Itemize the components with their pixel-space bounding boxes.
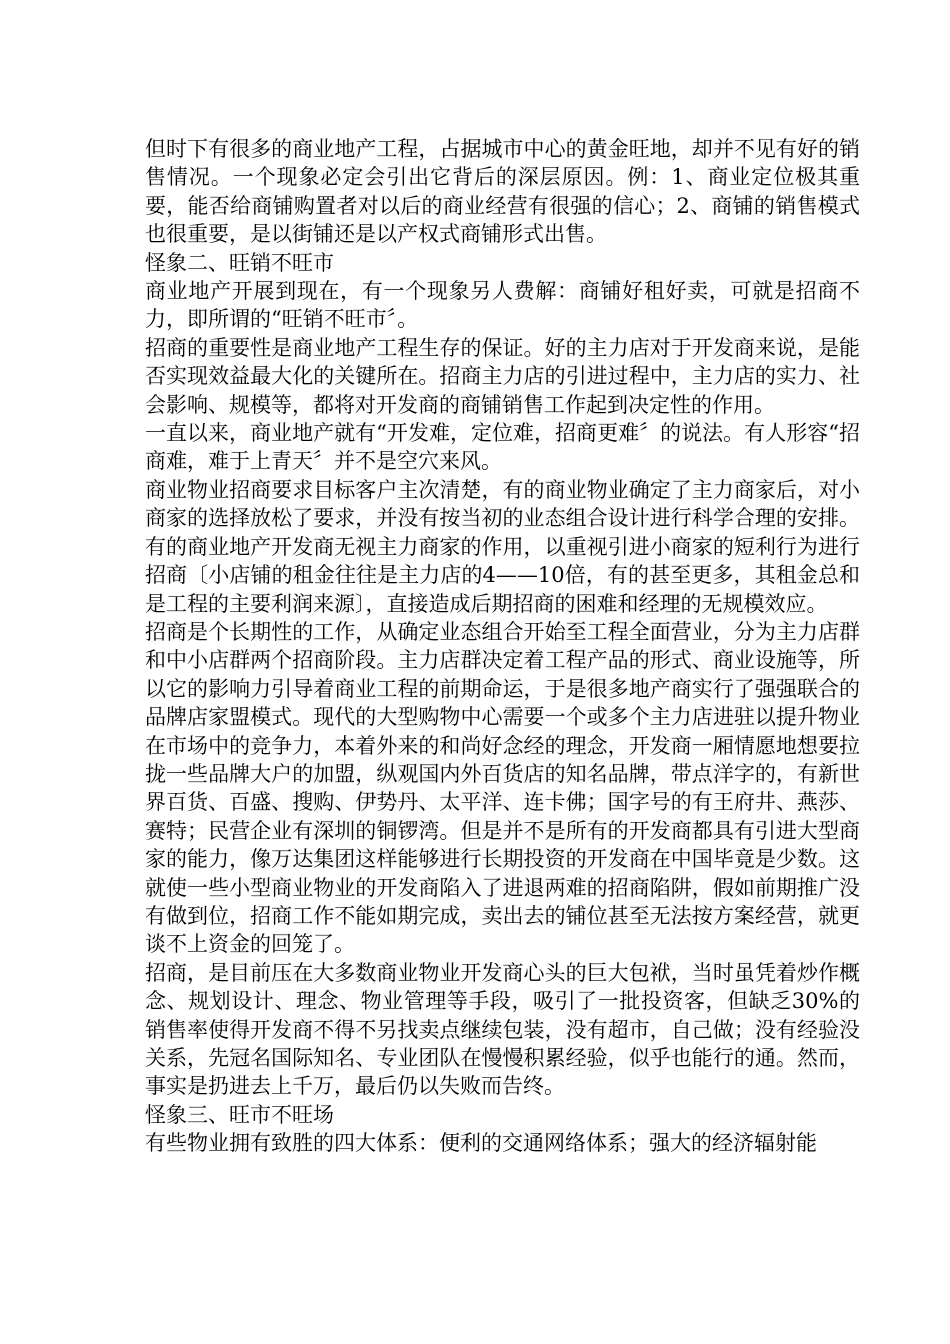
paragraph: 招商是个长期性的工作，从确定业态组合开始至工程全面营业，分为主力店群和中小店群两个招商阶段。主力店群决定着工程产品的形式、商业设施等，所以它的影响力引导着商业工程的前期命运，于是很多地产商实行了强强联合的品牌店家盟模式。现代的大型购物中心需要一个或多个主力店进驻以提升物业在市场中的竞争力，本着外来的和尚好念经的理念，开发商一厢情愿地想要拉拢一些品牌大户的加盟，纵观国内外百货店的知名品牌，带点洋字的，有新世界百货、百盛、搜购、伊势丹、太平洋、连卡佛；国字号的有王府井、燕莎、赛特；民营企业有深圳的铜锣湾。但是并不是所有的开发商都具有引进大型商家的能力，像万达集团这样能够进行长期投资的开发商在中国毕竟是少数。这就使一些小型商业物业的开发商陷入了进退两难的招商陷阱，假如前期推广没有做到位，招商工作不能如期完成，卖出去的铺位甚至无法按方案经营，就更谈不上资金的回笼了。 <box>145 619 860 957</box>
paragraph: 商业物业招商要求目标客户主次清楚，有的商业物业确定了主力商家后，对小商家的选择放松了要求，并没有按当初的业态组合设计进行科学合理的安排。有的商业地产开发商无视主力商家的作用，以重视引进小商家的短利行为进行招商〔小店铺的租金往往是主力店的4——10倍，有的甚至更多，其租金总和是工程的主要利润来源〕，直接造成后期招商的困难和经理的无规模效应。 <box>145 477 860 616</box>
section-heading-2: 怪象二、旺销不旺市 <box>145 250 334 275</box>
paragraph: 一直以来，商业地产就有“开发难，定位难，招商更难〞的说法。有人形容“招商难，难于上青天〞并不是空穴来风。 <box>145 421 860 474</box>
paragraph: 招商，是目前压在大多数商业物业开发商心头的巨大包袱，当时虽凭着炒作概念、规划设计、理念、物业管理等手段，吸引了一批投资客，但缺乏30%的销售率使得开发商不得不另找卖点继续包装，没有超市，自己做；没有经验没关系，先冠名国际知名、专业团队在慢慢积累经验，似乎也能行的通。然而，事实是扔进去上千万，最后仍以失败而告终。 <box>145 960 860 1099</box>
section-heading-3: 怪象三、旺市不旺场 <box>145 1102 334 1127</box>
paragraph: 招商的重要性是商业地产工程生存的保证。好的主力店对于开发商来说，是能否实现效益最大化的关键所在。招商主力店的引进过程中，主力店的实力、社会影响、规模等，都将对开发商的商铺销售工作起到决定性的作用。 <box>145 335 860 417</box>
paragraph: 商业地产开展到现在，有一个现象另人费解：商铺好租好卖，可就是招商不力，即所谓的“旺销不旺市〞。 <box>145 279 860 332</box>
paragraph-intro: 但时下有很多的商业地产工程，占据城市中心的黄金旺地，却并不见有好的销售情况。一个现象必定会引出它背后的深层原因。例：1、商业定位极其重要，能否给商铺购置者对以后的商业经营有很强的信心；2、商铺的销售模式也很重要，是以街铺还是以产权式商铺形式出售。 <box>145 137 860 247</box>
paragraph: 有些物业拥有致胜的四大体系：便利的交通网络体系；强大的经济辐射能 <box>145 1131 817 1156</box>
document-body <box>145 135 860 1158</box>
